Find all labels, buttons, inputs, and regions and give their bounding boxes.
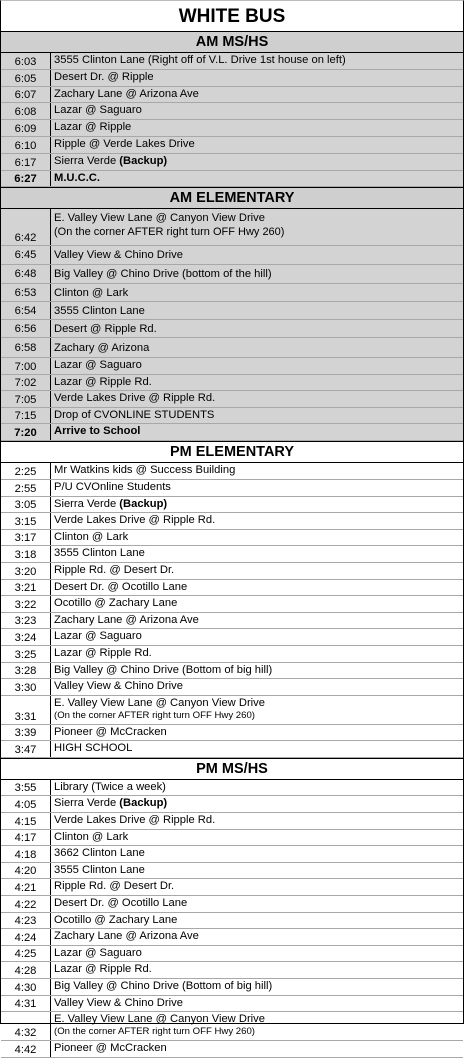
stop-name: Ocotillo @ Zachary Lane [54, 913, 178, 926]
stop-row [1, 246, 463, 265]
stop-name: Lazar @ Ripple [54, 121, 132, 134]
stop-row [1, 320, 463, 338]
stop-list [1, 53, 463, 187]
stop-time: 3:17 [1, 530, 51, 546]
stop-time: 2:55 [1, 480, 51, 496]
stop-location [51, 103, 463, 119]
stop-row [1, 946, 463, 963]
stop-location [51, 896, 463, 912]
stop-time: 6:48 [1, 265, 51, 283]
stop-name: Desert Dr. @ Ocotillo Lane [54, 897, 188, 910]
stop-name: Lazar @ Saguaro [54, 359, 142, 372]
stop-row [1, 962, 463, 979]
stop-time: 4:30 [1, 979, 51, 995]
stop-location [51, 996, 463, 1012]
section-pm-elementary [1, 441, 463, 758]
stop-row [1, 913, 463, 930]
stop-location [51, 879, 463, 895]
stop-row [1, 563, 463, 580]
stop-row [1, 813, 463, 830]
stop-row [1, 70, 463, 87]
stop-name: 3555 Clinton Lane [54, 863, 145, 876]
stop-row [1, 497, 463, 514]
stop-name: Lazar @ Saguaro [54, 104, 142, 117]
stop-row [1, 741, 463, 758]
stop-location [51, 320, 463, 337]
stop-row [1, 1041, 463, 1058]
stop-time: 6:07 [1, 87, 51, 103]
schedule-sections [1, 32, 463, 1058]
stop-row [1, 338, 463, 358]
stop-time: 3:30 [1, 679, 51, 695]
stop-time: 6:03 [1, 53, 51, 69]
section-heading: AM MS/HS [1, 32, 463, 53]
stop-time: 3:22 [1, 596, 51, 612]
stop-time: 4:25 [1, 946, 51, 962]
stop-name: Lazar @ Ripple Rd. [54, 376, 152, 389]
stop-location [51, 154, 463, 170]
stop-location [51, 463, 463, 479]
stop-name: Desert @ Ripple Rd. [54, 322, 157, 335]
stop-name: Library (Twice a week) [54, 780, 166, 793]
stop-name: Valley View & Chino Drive [54, 680, 183, 693]
stop-time: 7:15 [1, 408, 51, 423]
stop-time: 6:45 [1, 246, 51, 264]
stop-time: 6:08 [1, 103, 51, 119]
stop-name: Valley View & Chino Drive [54, 996, 183, 1009]
stop-time: 3:39 [1, 725, 51, 741]
stop-row [1, 154, 463, 171]
stop-row [1, 846, 463, 863]
stop-row [1, 696, 463, 725]
stop-location [51, 546, 463, 562]
stop-location [51, 338, 463, 357]
stop-time: 4:17 [1, 830, 51, 846]
stop-row [1, 629, 463, 646]
stop-time: 3:15 [1, 513, 51, 529]
stop-name: Verde Lakes Drive @ Ripple Rd. [54, 814, 216, 827]
stop-row [1, 480, 463, 497]
stop-location [51, 480, 463, 496]
section-heading: PM ELEMENTARY [1, 441, 463, 463]
stop-row [1, 530, 463, 547]
stop-name: Big Valley @ Chino Drive (Bottom of big hill) [54, 663, 273, 676]
stop-location [51, 302, 463, 319]
stop-location [51, 725, 463, 741]
stop-location [51, 979, 463, 995]
stop-time: 3:25 [1, 646, 51, 662]
stop-name: Big Valley @ Chino Drive (Bottom of big hill) [54, 980, 273, 992]
stop-time: 3:05 [1, 497, 51, 513]
stop-name: Clinton @ Lark [54, 830, 129, 843]
stop-location [51, 946, 463, 962]
stop-location [51, 87, 463, 103]
stop-row [1, 796, 463, 813]
stop-row [1, 979, 463, 996]
stop-time: 6:05 [1, 70, 51, 86]
stop-name: Ripple Rd. @ Desert Dr. [54, 880, 175, 893]
stop-time: 4:24 [1, 929, 51, 945]
stop-name: Sierra Verde [54, 497, 117, 510]
stop-row [1, 120, 463, 137]
stop-location [51, 596, 463, 612]
stop-row [1, 375, 463, 391]
stop-location [51, 863, 463, 879]
stop-time: 3:23 [1, 613, 51, 629]
stop-row [1, 896, 463, 913]
stop-time: 3:24 [1, 629, 51, 645]
stop-row [1, 830, 463, 847]
stop-time: 4:32 [1, 1012, 51, 1040]
stop-time: 3:31 [1, 696, 51, 724]
stop-location [51, 629, 463, 645]
stop-name: Zachary Lane @ Arizona Ave [54, 87, 199, 100]
stop-row [1, 358, 463, 375]
stop-location [51, 580, 463, 596]
stop-location [51, 796, 463, 812]
stop-location [51, 913, 463, 929]
stop-location [51, 358, 463, 374]
stop-location [51, 929, 463, 945]
section-am-elementary [1, 187, 463, 441]
stop-note: (On the corner AFTER right turn OFF Hwy 260) [54, 709, 255, 721]
stop-row [1, 613, 463, 630]
stop-location [51, 741, 463, 757]
stop-row [1, 265, 463, 284]
stop-name: Mr Watkins kids @ Success Building [54, 464, 236, 477]
backup-label: (Backup) [116, 154, 168, 167]
stop-location [51, 646, 463, 662]
stop-location [51, 663, 463, 679]
stop-row [1, 596, 463, 613]
stop-time: 4:05 [1, 796, 51, 812]
stop-time: 6:53 [1, 284, 51, 301]
stop-location [51, 246, 463, 264]
stop-location [51, 563, 463, 579]
stop-location [51, 424, 463, 440]
backup-label: (Backup) [116, 497, 168, 510]
stop-name: Arrive to School [54, 425, 141, 438]
stop-name: Valley View & Chino Drive [54, 249, 183, 262]
stop-location [51, 375, 463, 390]
stop-location [51, 513, 463, 529]
stop-time: 7:00 [1, 358, 51, 374]
stop-list [1, 209, 463, 441]
stop-row [1, 929, 463, 946]
stop-location [51, 846, 463, 862]
stop-location [51, 830, 463, 846]
stop-time: 6:56 [1, 320, 51, 337]
stop-time: 4:31 [1, 996, 51, 1012]
stop-time: 6:09 [1, 120, 51, 136]
stop-name: Lazar @ Ripple Rd. [54, 646, 152, 659]
stop-location [51, 53, 463, 69]
stop-time: 6:27 [1, 171, 51, 187]
stop-time: 3:47 [1, 741, 51, 757]
stop-row [1, 391, 463, 408]
stop-row [1, 103, 463, 120]
stop-location [51, 780, 463, 796]
stop-time: 3:18 [1, 546, 51, 562]
stop-name: M.U.C.C. [54, 171, 100, 184]
stop-name: E. Valley View Lane @ Canyon View Drive [54, 1013, 265, 1026]
stop-name: E. Valley View Lane @ Canyon View Drive [54, 212, 265, 225]
stop-name: Big Valley @ Chino Drive (bottom of the hill) [54, 268, 272, 281]
stop-time: 4:28 [1, 962, 51, 978]
stop-name: Verde Lakes Drive @ Ripple Rd. [54, 392, 216, 405]
stop-time: 6:42 [1, 209, 51, 245]
stop-name: Desert Dr. @ Ripple [54, 70, 154, 83]
stop-name: 3555 Clinton Lane (Right off of V.L. Drive 1st house on left) [54, 54, 346, 66]
stop-time: 4:20 [1, 863, 51, 879]
stop-location [51, 1012, 463, 1040]
stop-name: Clinton @ Lark [54, 530, 129, 543]
stop-row [1, 646, 463, 663]
stop-location [51, 120, 463, 136]
stop-name: Zachary Lane @ Arizona Ave [54, 613, 199, 626]
stop-time: 7:05 [1, 391, 51, 407]
stop-location [51, 530, 463, 546]
stop-row [1, 302, 463, 320]
stop-location [51, 497, 463, 513]
stop-row [1, 780, 463, 797]
stop-time: 4:18 [1, 846, 51, 862]
stop-name: P/U CVOnline Students [54, 480, 171, 493]
stop-time: 4:15 [1, 813, 51, 829]
stop-location [51, 962, 463, 978]
stop-time: 4:22 [1, 896, 51, 912]
stop-name: Pioneer @ McCracken [54, 725, 167, 738]
stop-row [1, 87, 463, 104]
stop-name: Lazar @ Ripple Rd. [54, 963, 152, 976]
stop-location [51, 613, 463, 629]
stop-name: Zachary Lane @ Arizona Ave [54, 930, 199, 943]
stop-time: 2:25 [1, 463, 51, 479]
stop-time: 3:55 [1, 780, 51, 796]
stop-name: Clinton @ Lark [54, 286, 129, 299]
stop-name: 3555 Clinton Lane [54, 547, 145, 560]
stop-location [51, 70, 463, 86]
stop-row [1, 879, 463, 896]
stop-row [1, 663, 463, 680]
stop-location [51, 408, 463, 423]
section-pm-ms-hs [1, 758, 463, 1058]
stop-name: HIGH SCHOOL [54, 742, 133, 755]
stop-time: 4:42 [1, 1041, 51, 1057]
backup-label: (Backup) [116, 797, 168, 810]
stop-time: 3:28 [1, 663, 51, 679]
stop-row [1, 209, 463, 246]
stop-row [1, 1012, 463, 1041]
stop-row [1, 408, 463, 424]
stop-time: 4:23 [1, 913, 51, 929]
stop-name: Zachary @ Arizona [54, 341, 150, 354]
stop-row [1, 863, 463, 880]
stop-name: Ripple Rd. @ Desert Dr. [54, 563, 175, 576]
stop-time: 3:20 [1, 563, 51, 579]
stop-name: 3662 Clinton Lane [54, 847, 145, 860]
section-am-ms-hs [1, 32, 463, 187]
stop-name: Sierra Verde [54, 154, 117, 167]
stop-name: E. Valley View Lane @ Canyon View Drive [54, 696, 265, 709]
section-heading: PM MS/HS [1, 758, 463, 780]
stop-location [51, 137, 463, 153]
stop-row [1, 580, 463, 597]
stop-note: (On the corner AFTER right turn OFF Hwy 260) [54, 226, 285, 239]
stop-name: Lazar @ Saguaro [54, 946, 142, 959]
stop-time: 7:20 [1, 424, 51, 440]
stop-row [1, 171, 463, 188]
stop-row [1, 463, 463, 480]
schedule-title: WHITE BUS [1, 1, 463, 32]
stop-location [51, 391, 463, 407]
stop-location [51, 209, 463, 245]
stop-location [51, 1041, 463, 1057]
stop-row [1, 996, 463, 1013]
stop-name: Ripple @ Verde Lakes Drive [54, 137, 195, 150]
stop-name: Ocotillo @ Zachary Lane [54, 597, 178, 610]
stop-name: Verde Lakes Drive @ Ripple Rd. [54, 514, 216, 527]
stop-row [1, 546, 463, 563]
stop-name: Desert Dr. @ Ocotillo Lane [54, 580, 188, 593]
stop-row [1, 725, 463, 742]
stop-time: 6:54 [1, 302, 51, 319]
stop-location [51, 813, 463, 829]
stop-row [1, 513, 463, 530]
stop-time: 3:21 [1, 580, 51, 596]
stop-name: Drop of CVONLINE STUDENTS [54, 409, 215, 422]
stop-row [1, 53, 463, 70]
stop-note: (On the corner AFTER right turn OFF Hwy 260) [54, 1026, 255, 1038]
stop-time: 6:17 [1, 154, 51, 170]
stop-row [1, 679, 463, 696]
stop-time: 4:21 [1, 879, 51, 895]
stop-row [1, 424, 463, 441]
stop-list [1, 780, 463, 1058]
stop-location [51, 696, 463, 724]
stop-list [1, 463, 463, 758]
stop-row [1, 137, 463, 154]
stop-location [51, 171, 463, 187]
stop-name: Lazar @ Saguaro [54, 630, 142, 643]
stop-location [51, 265, 463, 283]
stop-time: 6:10 [1, 137, 51, 153]
stop-name: Sierra Verde [54, 797, 117, 810]
section-heading: AM ELEMENTARY [1, 187, 463, 209]
stop-location [51, 284, 463, 301]
stop-time: 7:02 [1, 375, 51, 390]
stop-name: 3555 Clinton Lane [54, 304, 145, 317]
stop-name: Pioneer @ McCracken [54, 1042, 167, 1055]
stop-time: 6:58 [1, 338, 51, 357]
stop-location [51, 679, 463, 695]
stop-row [1, 284, 463, 302]
